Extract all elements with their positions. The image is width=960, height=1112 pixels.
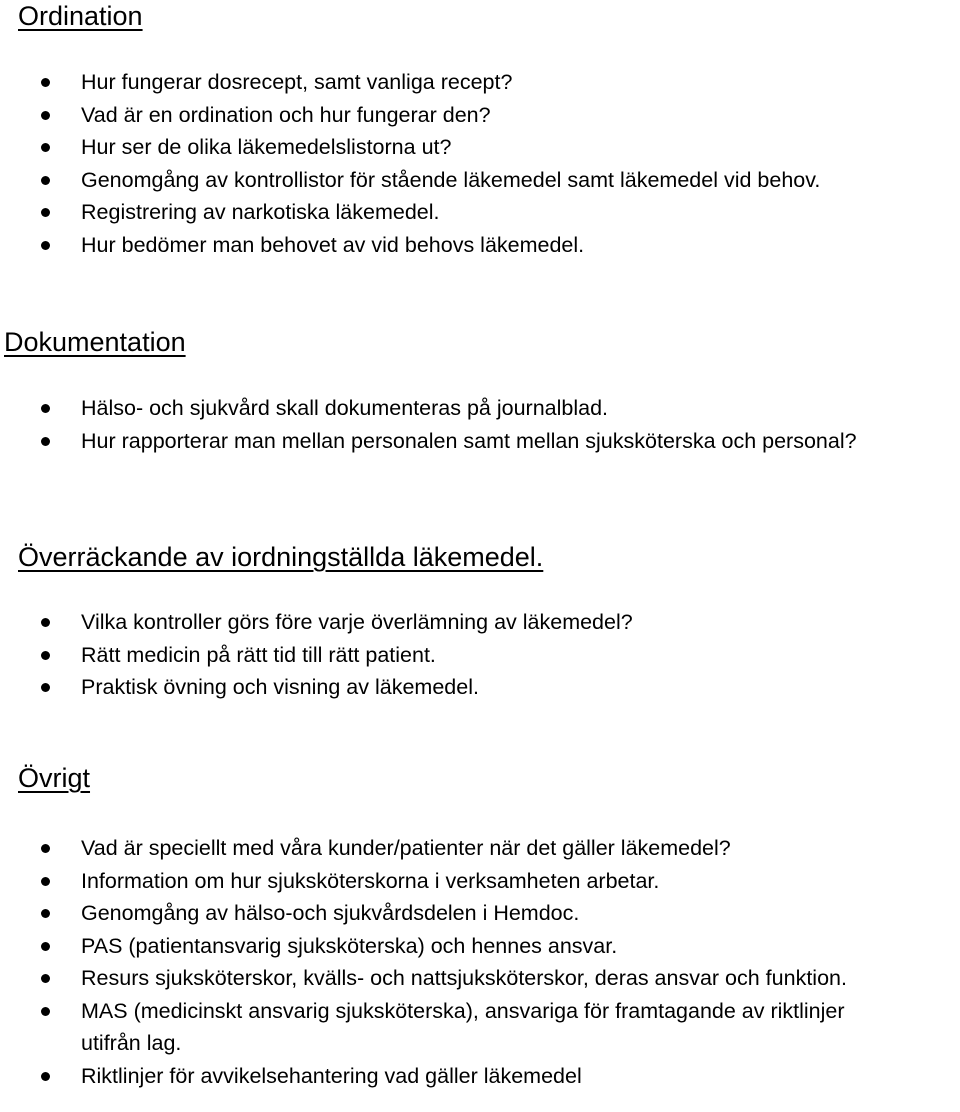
bullet-icon: [41, 942, 50, 951]
bullet-icon: [41, 78, 50, 87]
ovrigt-list: [0, 832, 896, 1092]
list-item: [0, 832, 896, 865]
bullet-icon: [41, 974, 50, 983]
bullet-icon: [41, 437, 50, 446]
bullet-icon: [41, 618, 50, 627]
list-item: [0, 229, 896, 262]
list-item-text: Hur fungerar dosrecept, samt vanliga recept?: [81, 70, 513, 94]
overrackande-list: [0, 606, 896, 704]
section-title-ordination: Ordination: [18, 1, 143, 31]
list-item-text: Vilka kontroller görs före varje överlämning av läkemedel?: [81, 610, 633, 634]
list-item-text: Hälso- och sjukvård skall dokumenteras på journalblad.: [81, 396, 609, 420]
section-title-dokumentation: Dokumentation: [4, 327, 186, 357]
list-item-text: Hur rapporterar man mellan personalen samt mellan sjuksköterska och personal?: [81, 428, 857, 453]
bullet-icon: [41, 208, 50, 217]
list-item: [0, 66, 896, 99]
list-item-text: Genomgång av kontrollistor för stående läkemedel samt läkemedel vid behov.: [81, 167, 821, 192]
list-item-text: Genomgång av hälso-och sjukvårdsdelen i Hemdoc.: [81, 901, 580, 925]
list-item-text: Vad är speciellt med våra kunder/patienter när det gäller läkemedel?: [81, 836, 731, 860]
bullet-icon: [41, 241, 50, 250]
list-item: [0, 639, 896, 672]
list-item-text: Vad är en ordination och hur fungerar den?: [81, 102, 491, 127]
ordination-list: [0, 66, 896, 261]
list-item-text: Registrering av narkotiska läkemedel.: [81, 200, 440, 224]
list-item-text: Information om hur sjuksköterskorna i verksamheten arbetar.: [81, 868, 660, 893]
bullet-icon: [41, 176, 50, 185]
list-item: [0, 1060, 896, 1093]
list-item: [0, 930, 896, 963]
list-item-text: Rätt medicin på rätt tid till rätt patient.: [81, 642, 436, 667]
section-title-ovrigt: Övrigt: [18, 763, 91, 793]
list-item-text: Hur ser de olika läkemedelslistorna ut?: [81, 135, 452, 159]
list-item-text: Riktlinjer för avvikelsehantering vad gäller läkemedel: [81, 1063, 582, 1088]
bullet-icon: [41, 651, 50, 660]
list-item: [0, 99, 896, 132]
list-item: [0, 425, 896, 458]
list-item: [0, 995, 896, 1060]
bullet-icon: [41, 909, 50, 918]
bullet-icon: [41, 1072, 50, 1081]
list-item-text: Hur bedömer man behovet av vid behovs läkemedel.: [81, 232, 585, 257]
list-item: [0, 606, 896, 639]
list-item: [0, 392, 896, 425]
section-title-overrackande: Överräckande av iordningställda läkemedel.: [18, 542, 544, 572]
bullet-icon: [41, 683, 50, 692]
list-item: [0, 865, 896, 898]
list-item: [0, 897, 896, 930]
dokumentation-list: [0, 392, 896, 457]
list-item-text: MAS (medicinskt ansvarig sjuksköterska), ansvariga för framtagande av riktlinjer utifrån lag.: [81, 998, 845, 1055]
bullet-icon: [41, 111, 50, 120]
list-item: [0, 131, 896, 164]
list-item: [0, 671, 896, 704]
list-item: [0, 962, 896, 995]
list-item: [0, 164, 896, 197]
bullet-icon: [41, 1007, 50, 1016]
list-item-text: Praktisk övning och visning av läkemedel.: [81, 675, 479, 699]
bullet-icon: [41, 143, 50, 152]
list-item-text: Resurs sjuksköterskor, kvälls- och nattsjuksköterskor, deras ansvar och funktion.: [81, 966, 847, 990]
bullet-icon: [41, 844, 50, 853]
list-item: [0, 196, 896, 229]
bullet-icon: [41, 877, 50, 886]
list-item-text: PAS (patientansvarig sjuksköterska) och hennes ansvar.: [81, 933, 618, 958]
bullet-icon: [41, 404, 50, 413]
